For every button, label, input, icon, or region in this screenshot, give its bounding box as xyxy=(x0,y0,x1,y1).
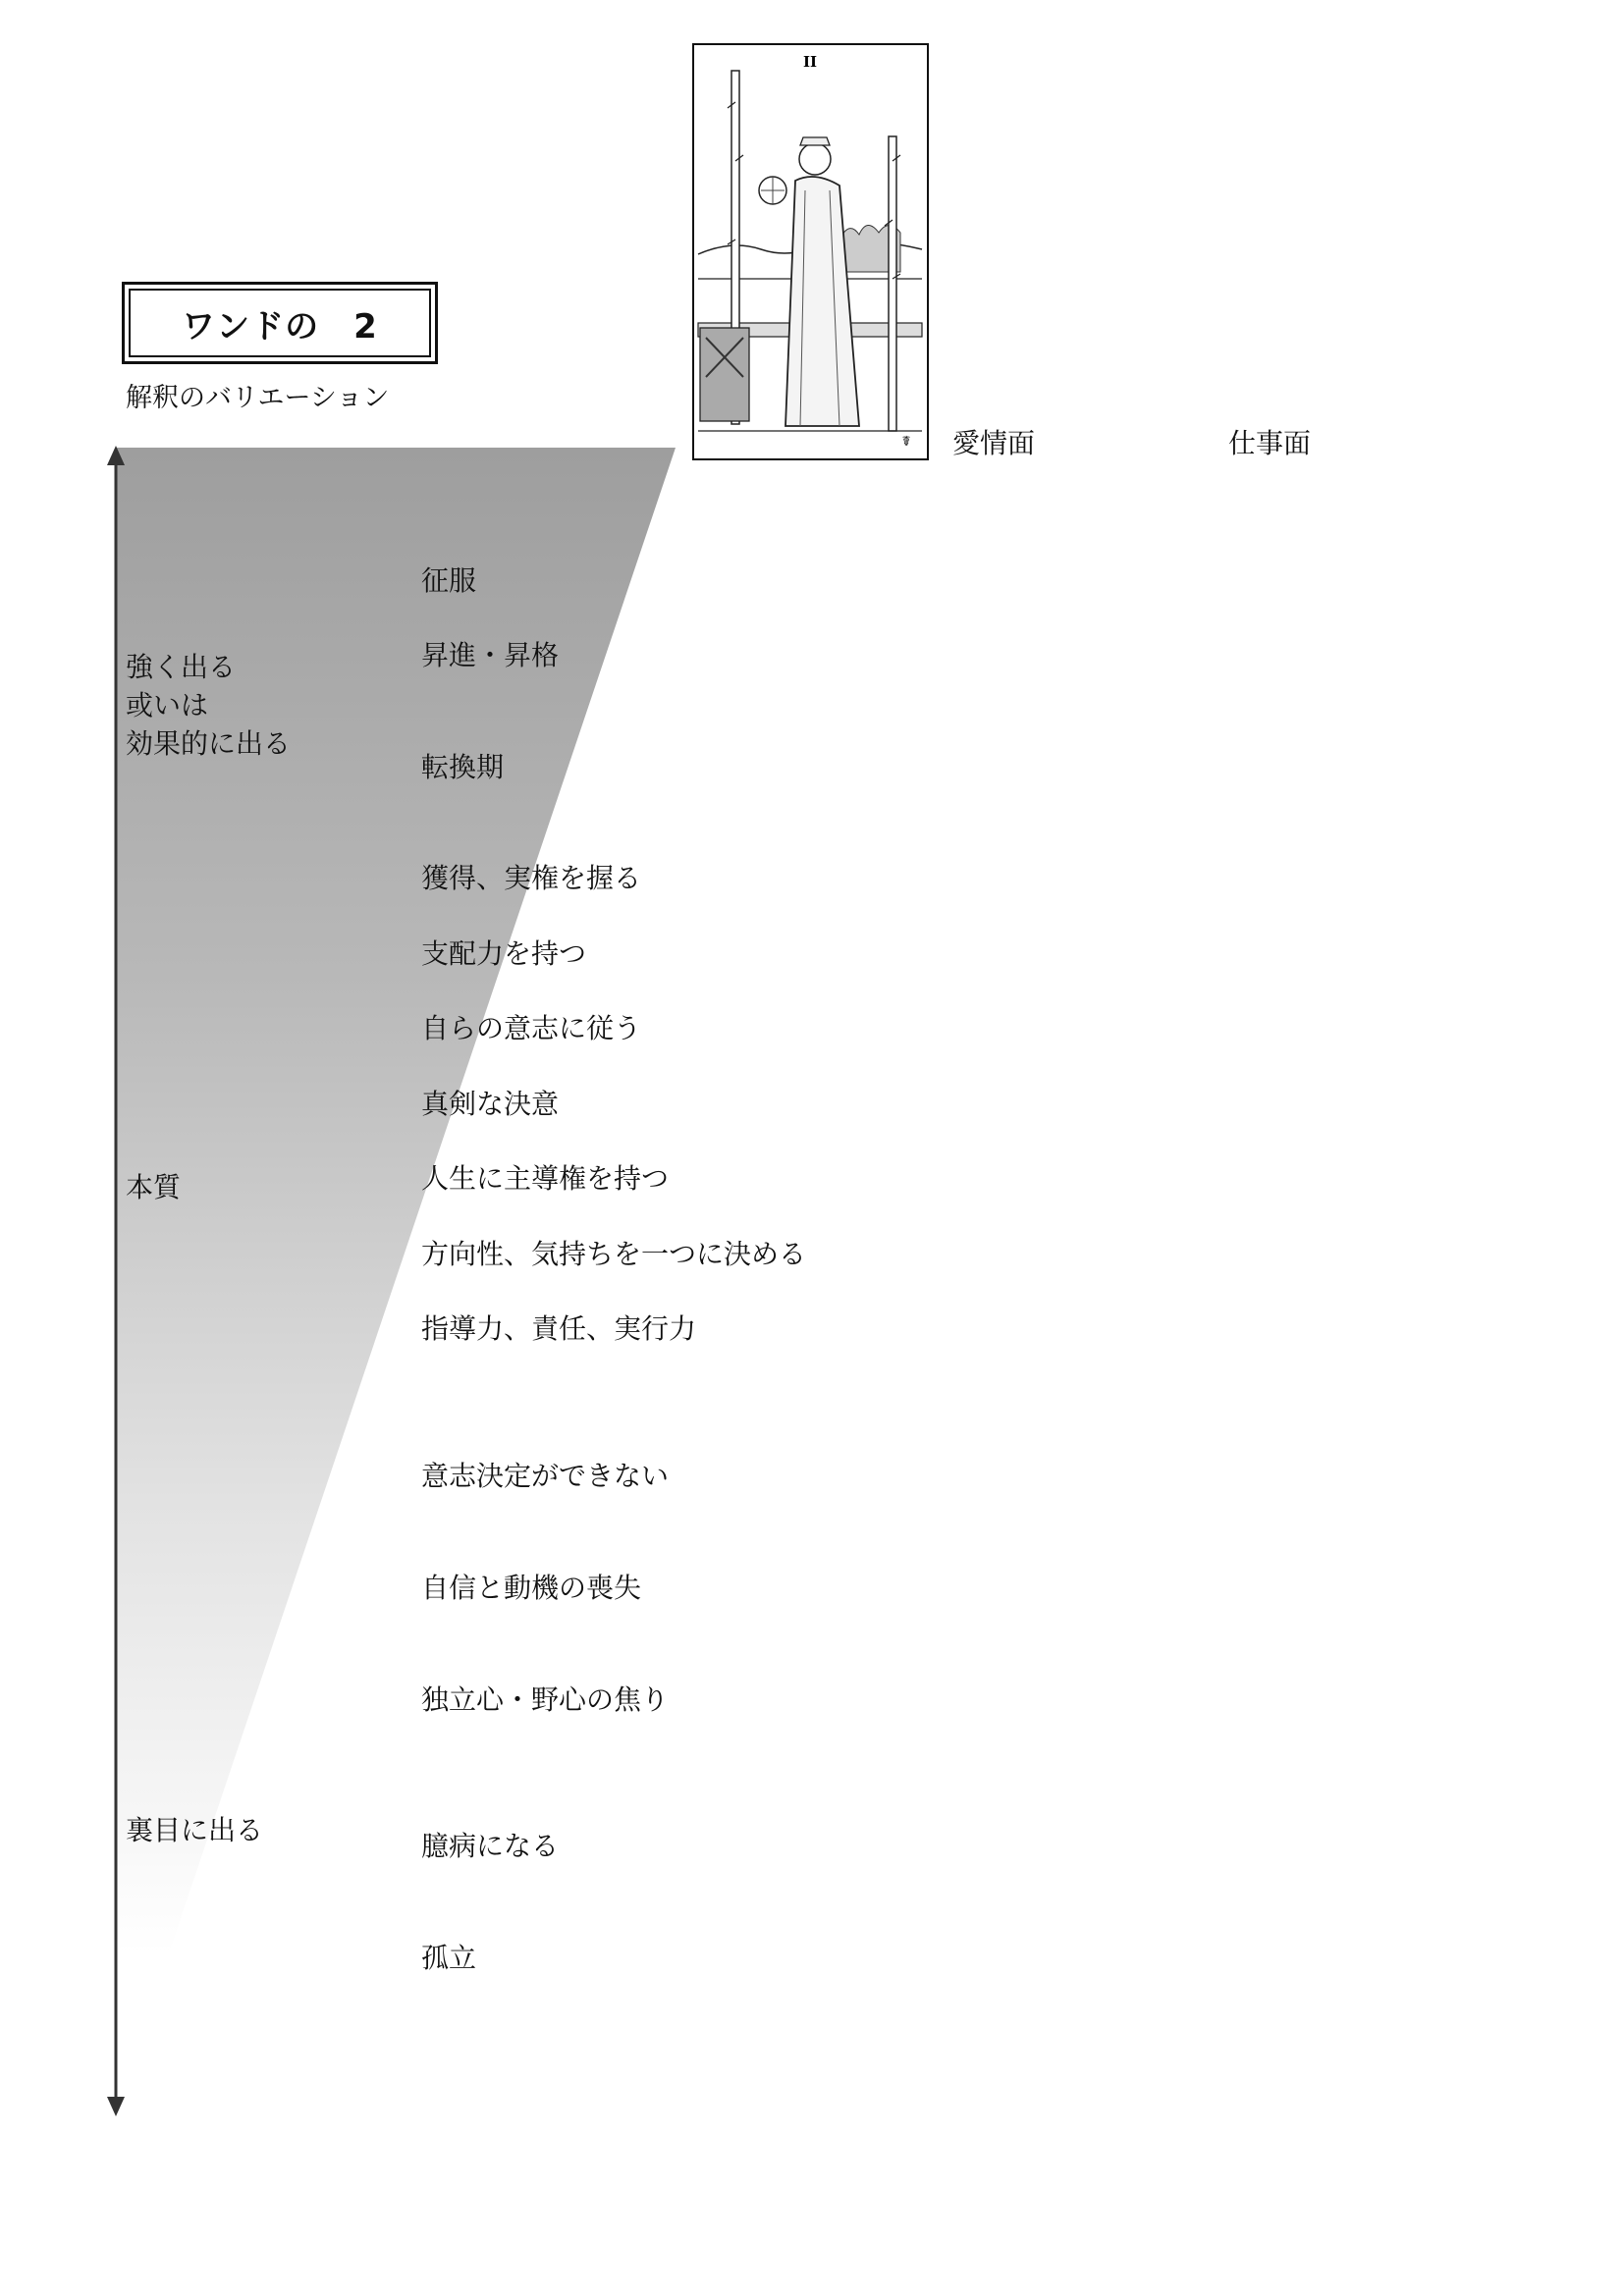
interpretation-item: 方向性、気持ちを一つに決める xyxy=(421,1238,807,1270)
interpretation-item: 獲得、実権を握る xyxy=(421,862,642,894)
interpretation-item: 征服 xyxy=(421,564,477,597)
level-strong xyxy=(126,648,291,763)
level-strong-line: 効果的に出る xyxy=(126,727,292,760)
card-title: ワンドの 2 xyxy=(129,289,431,357)
interpretation-item: 昇進・昇格 xyxy=(421,639,560,671)
title-box xyxy=(122,282,438,364)
interpretation-item: 孤立 xyxy=(421,1942,477,1974)
interpretation-item: 臆病になる xyxy=(421,1830,560,1862)
interpretation-item: 人生に主導権を持つ xyxy=(421,1162,670,1195)
interpretation-item: 独立心・野心の焦り xyxy=(421,1683,670,1716)
card-numeral: II xyxy=(802,53,818,71)
interpretation-item: 自らの意志に従う xyxy=(421,1012,642,1044)
column-header-love: 愛情面 xyxy=(952,427,1036,459)
interpretation-item: 意志決定ができない xyxy=(421,1460,670,1492)
level-strong-line: 或いは xyxy=(126,689,209,721)
interpretation-item: 支配力を持つ xyxy=(421,937,587,970)
tarot-card-illustration xyxy=(692,43,929,460)
interpretation-item: 指導力、責任、実行力 xyxy=(421,1312,697,1345)
level-essence: 本質 xyxy=(126,1171,182,1203)
level-reverse: 裏目に出る xyxy=(126,1814,264,1846)
interpretation-item: 真剣な決意 xyxy=(421,1088,560,1120)
svg-text:☤: ☤ xyxy=(901,434,911,450)
interpretation-item: 自信と動機の喪失 xyxy=(421,1572,642,1604)
subtitle: 解釈のバリエーション xyxy=(126,383,390,413)
interpretation-item: 転換期 xyxy=(421,751,505,783)
arrow-down-icon xyxy=(107,2097,125,2116)
level-strong-line: 強く出る xyxy=(126,651,237,683)
column-header-work: 仕事面 xyxy=(1228,427,1312,459)
